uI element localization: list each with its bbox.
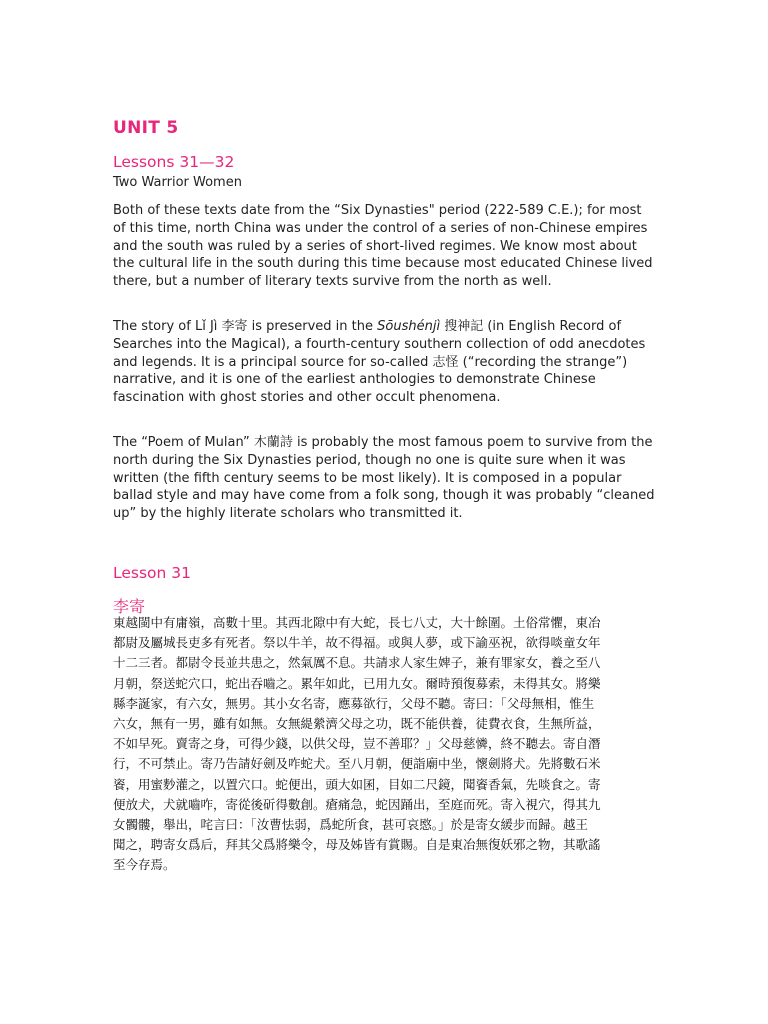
intro-paragraph-3: The “Poem of Mulan” 木蘭詩 is probably the most famous poem to survive from the north during the Six Dynasties period, though no one is quite sure when it was written (the fifth century seems to be most likely). It is composed in a popular ballad style and may have come from a folk song, though it was probably “cleaned up” by the highly literate scholars who transmitted it. (113, 435, 655, 522)
li-ji-chinese-text (113, 613, 658, 876)
chinese-text-line: 餈，用蜜麨灌之，以置穴口。蛇便出，頭大如囷，目如二尺鏡，聞餈香氣，先啖食之。寄 (113, 776, 601, 792)
chinese-text-line: 女髑髏，舉出，咤言曰：「汝曹怯弱，爲蛇所食，甚可哀愍。」於是寄女緩步而歸。越王 (113, 817, 589, 833)
chinese-text-line: 至今存焉。 (113, 857, 176, 873)
chinese-text-line: 月朝，祭送蛇穴口，蛇出吞嚙之。累年如此，已用九女。爾時預復募索，未得其女。將樂 (113, 675, 601, 691)
soushenji-italic: Sōushénjì (377, 319, 441, 334)
intro-paragraph-2 (113, 318, 658, 407)
section-subtitle: Two Warrior Women (113, 175, 242, 190)
lessons-range-heading: Lessons 31—32 (113, 153, 235, 171)
chinese-text-line: 行，不可禁止。寄乃告請好劍及咋蛇犬。至八月朝，便詣廟中坐，懷劍將犬。先將數石米 (113, 756, 601, 772)
lesson-31-heading: Lesson 31 (113, 564, 192, 582)
chinese-text-line: 六女，無有一男，雖有如無。女無緹縈濟父母之功，既不能供養，徒費衣食，生無所益， (113, 716, 601, 732)
unit-title: UNIT 5 (113, 118, 179, 138)
chinese-text-line: 縣李誕家，有六女，無男。其小女名寄，應募欲行，父母不聽。寄曰：「父母無相，惟生 (113, 695, 595, 711)
chinese-text-line: 十二三者。都尉令長並共患之，然氣厲不息。共請求人家生婢子，兼有罪家女，養之至八 (113, 655, 601, 671)
chinese-text-line: 便放犬，犬就嚙咋，寄從後斫得數創。瘡痛急，蛇因踊出，至庭而死。寄入視穴，得其九 (113, 796, 601, 812)
li-ji-title: 李寄 (113, 597, 146, 616)
chinese-text-line: 聞之，聘寄女爲后，拜其父爲將樂令，母及姊皆有賞賜。自是東冶無復妖邪之物，其歌謠 (113, 837, 601, 853)
intro-paragraph-2-part-b: 搜神記 (in English Record of Searches into the Magical), a fourth-century southern collection of odd anecdotes and legends. It is a principal source for so-called 志怪 (“recording the strange”) narrative, and it is one of the earliest anthologies to demonstrate Chinese fascination with ghost stories and other occult phenomena. (113, 319, 646, 406)
chinese-text-line: 都尉及屬城長吏多有死者。祭以牛羊，故不得福。或與人夢，或下諭巫祝，欲得啖童女年 (113, 635, 601, 651)
chinese-text-line: 東越閩中有庸嶺，高數十里。其西北隙中有大蛇，長七八丈，大十餘圍。土俗常懼，東冶 (113, 615, 601, 630)
intro-paragraph-1: Both of these texts date from the “Six Dynasties" period (222-589 C.E.); for most of this time, north China was under the control of a series of non-Chinese empires and the south was ruled by a series of short-lived regimes. We know most about the cultural life in the south during this time because most educated Chinese lived there, but a number of literary texts survive from the north as well. (113, 203, 653, 290)
chinese-text-line: 不如早死。賣寄之身，可得少錢，以供父母，豈不善耶？」父母慈憐，終不聽去。寄自潛 (113, 736, 601, 752)
intro-paragraph-2-part-a: The story of Lǐ Jì 李寄 is preserved in the (113, 319, 378, 334)
